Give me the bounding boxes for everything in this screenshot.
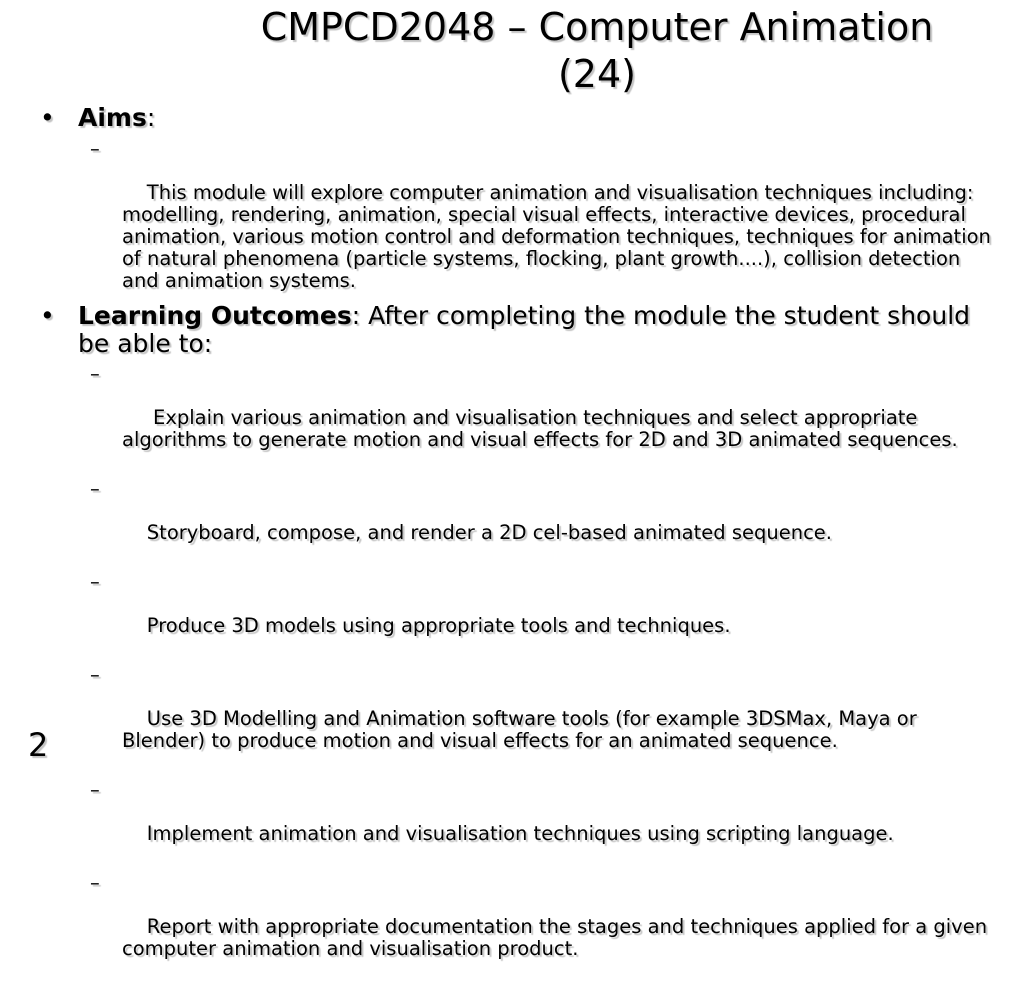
dash-icon: – [90, 137, 100, 160]
outcome-item [90, 663, 1002, 774]
slide-number: 2 [28, 726, 49, 764]
learning-outcomes-intro: : After completing the module the student should be able to: [78, 301, 971, 358]
aims-sub-item-text: This module will explore computer animation and visualisation techniques including: modelling, rendering, animation, special visual effects, interactive devices, procedural animation, various motion control and deformation techniques, techniques for animation of natural phenomena (particle systems, flocking, plant growth....), collision detection and animation systems. [122, 181, 998, 292]
outcome-item [90, 362, 1002, 473]
dash-icon: – [90, 871, 100, 894]
slide-title-line-2: (24) [557, 52, 636, 96]
outcome-item [90, 778, 1002, 867]
outcome-item-text: Report with appropriate documentation the stages and techniques applied for a given computer animation and visualisation product. [122, 915, 994, 960]
dash-icon: – [90, 477, 100, 500]
learning-outcomes-bullet-point [40, 301, 1003, 358]
dash-icon: – [90, 778, 100, 801]
learning-outcomes-sub-list [90, 362, 1002, 987]
aims-sub-list [90, 137, 1002, 319]
learning-outcomes-heading: Learning Outcomes [78, 301, 352, 330]
slide-title [170, 4, 1024, 98]
aims-colon: : [146, 103, 156, 132]
bullet-dot-icon: • [40, 103, 55, 132]
outcome-item-text: Explain various animation and visualisation techniques and select appropriate algorithms to generate motion and visual effects for 2D and 3D animated sequences. [122, 406, 958, 451]
dash-icon: – [90, 570, 100, 593]
outcome-item [90, 570, 1002, 659]
outcome-item [90, 477, 1002, 566]
outcome-item-text: Use 3D Modelling and Animation software tools (for example 3DSMax, Maya or Blender) to produce motion and visual effects for an animated sequence. [122, 707, 923, 752]
aims-heading: Aims [78, 103, 147, 132]
outcome-item-text: Storyboard, compose, and render a 2D cel-based animated sequence. [146, 521, 833, 544]
outcome-item-text: Produce 3D models using appropriate tools and techniques. [146, 614, 731, 637]
bullet-dot-icon: • [40, 301, 55, 330]
slide-title-line-1: CMPCD2048 – Computer Animation [260, 5, 934, 49]
aims-sub-item [90, 137, 1002, 314]
aims-bullet-point [40, 103, 1003, 132]
dash-icon: – [90, 663, 100, 686]
outcome-item-text: Implement animation and visualisation techniques using scripting language. [146, 822, 894, 845]
dash-icon: – [90, 362, 100, 385]
outcome-item [90, 871, 1002, 982]
